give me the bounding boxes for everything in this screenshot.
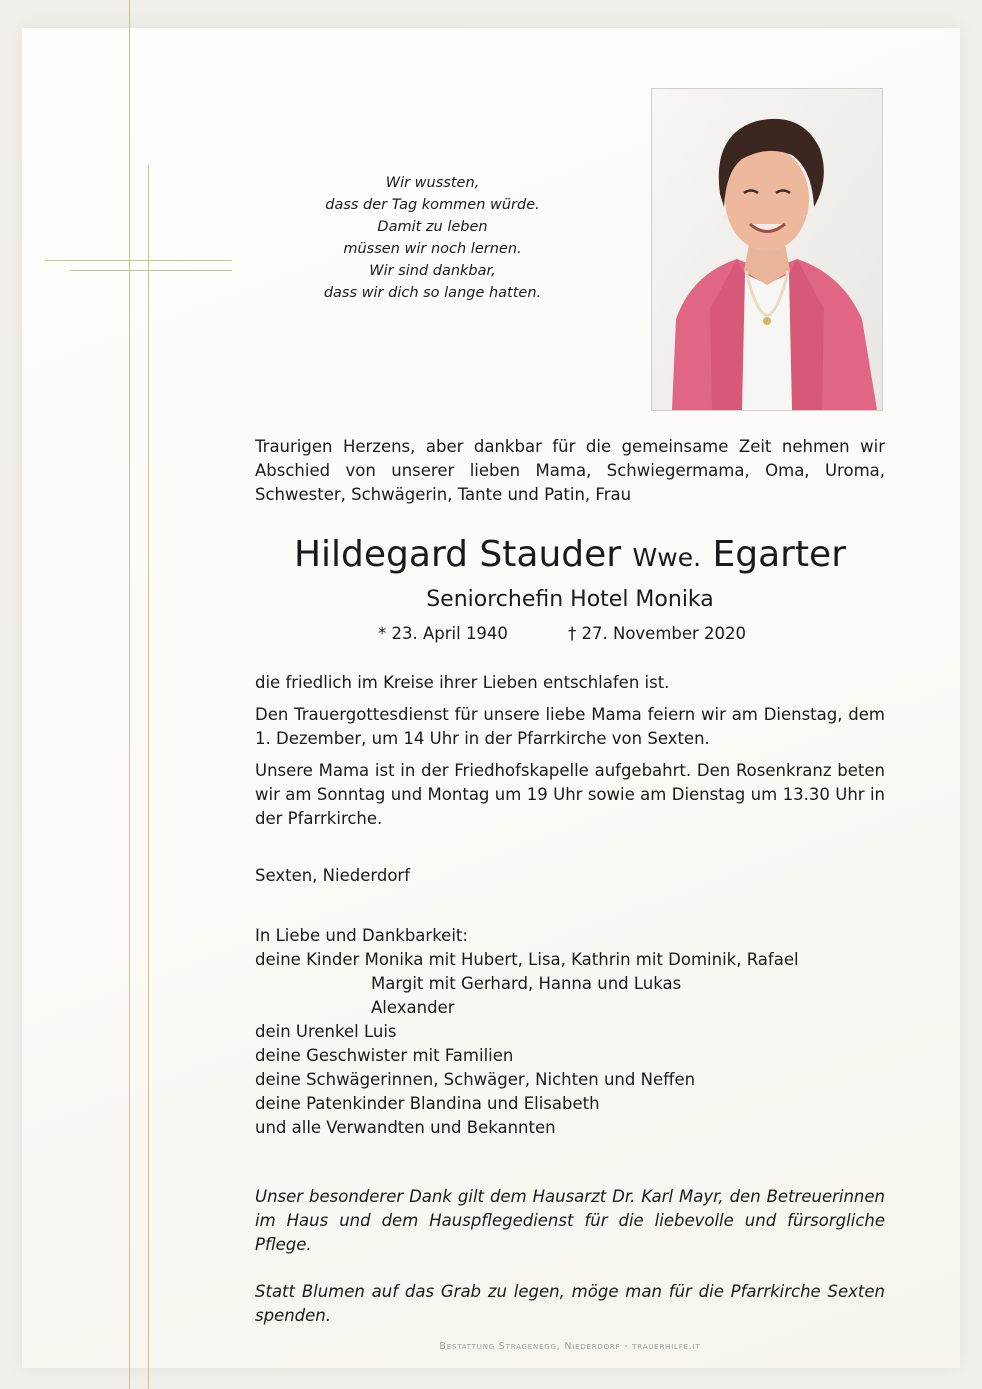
- deceased-first-name: Hildegard Stauder: [293, 534, 622, 575]
- poem-line: dass der Tag kommen würde.: [325, 197, 540, 213]
- family-line: deine Geschwister mit Familien: [255, 1046, 514, 1065]
- intro-text: Traurigen Herzens, aber dankbar für die gemeinsame Zeit nehmen wir Abschied von unserer lieben Mama, Schwiegermama, Oma, Uroma, Schwester, Schwägerin, Tante und Patin, Frau: [255, 437, 885, 504]
- cross-vertical-line-inner: [148, 165, 149, 1389]
- birth-date: * 23. April 1940: [378, 624, 508, 643]
- family-line: dein Urenkel Luis: [255, 1022, 397, 1041]
- place: Sexten, Niederdorf: [255, 866, 411, 885]
- family-line: Alexander: [371, 998, 455, 1017]
- poem-line: müssen wir noch lernen.: [343, 241, 522, 257]
- thanks-text: Unser besonderer Dank gilt dem Hausarzt Dr. Karl Mayr, den Betreuerinnen im Haus und dem Hauspflegedienst für die liebevolle und fürsorgliche Pflege.: [255, 1187, 885, 1254]
- poem-line: Wir wussten,: [385, 175, 480, 191]
- deceased-subtitle: Seniorchefin Hotel Monika: [426, 587, 714, 612]
- paragraph-funeral: Den Trauergottesdienst für unsere liebe Mama feiern wir am Dienstag, dem 1. Dezember, um 14 Uhr in der Pfarrkirche von Sexten.: [255, 705, 885, 748]
- portrait-photo: [651, 88, 883, 411]
- poem: [300, 172, 565, 304]
- family-line: deine Kinder Monika mit Hubert, Lisa, Kathrin mit Dominik, Rafael: [255, 950, 799, 969]
- family-line: und alle Verwandten und Bekannten: [255, 1118, 556, 1137]
- death-date: † 27. November 2020: [568, 624, 747, 643]
- family-line: deine Schwägerinnen, Schwäger, Nichten und Neffen: [255, 1070, 696, 1089]
- family-heading: In Liebe und Dankbarkeit:: [255, 926, 468, 945]
- family-line: Margit mit Gerhard, Hanna und Lukas: [371, 974, 682, 993]
- poem-line: Damit zu leben: [377, 219, 488, 235]
- footer-credit: Bestattung Stragenegg, Niederdorf - trauerhilfe.it: [439, 1341, 701, 1352]
- cross-horizontal-line-inner: [70, 270, 232, 271]
- family-list: [255, 924, 799, 1140]
- maiden-name: Egarter: [712, 534, 847, 575]
- paragraph-passed-away: die friedlich im Kreise ihrer Lieben entschlafen ist.: [255, 673, 670, 692]
- cross-horizontal-line: [45, 260, 232, 261]
- cross-vertical-line: [129, 0, 130, 1389]
- poem-line: Wir sind dankbar,: [369, 263, 496, 279]
- paragraph-rosary: Unsere Mama ist in der Friedhofskapelle aufgebahrt. Den Rosenkranz beten wir am Sonntag und Montag um 19 Uhr sowie am Dienstag um 13.30 Uhr in der Pfarrkirche.: [255, 761, 885, 828]
- widow-abbrev: Wwe.: [632, 543, 702, 572]
- family-line: deine Patenkinder Blandina und Elisabeth: [255, 1094, 600, 1113]
- flowers-text: Statt Blumen auf das Grab zu legen, möge man für die Pfarrkirche Sexten spenden.: [255, 1282, 885, 1325]
- poem-line: dass wir dich so lange hatten.: [323, 285, 542, 301]
- deceased-name: [255, 530, 885, 583]
